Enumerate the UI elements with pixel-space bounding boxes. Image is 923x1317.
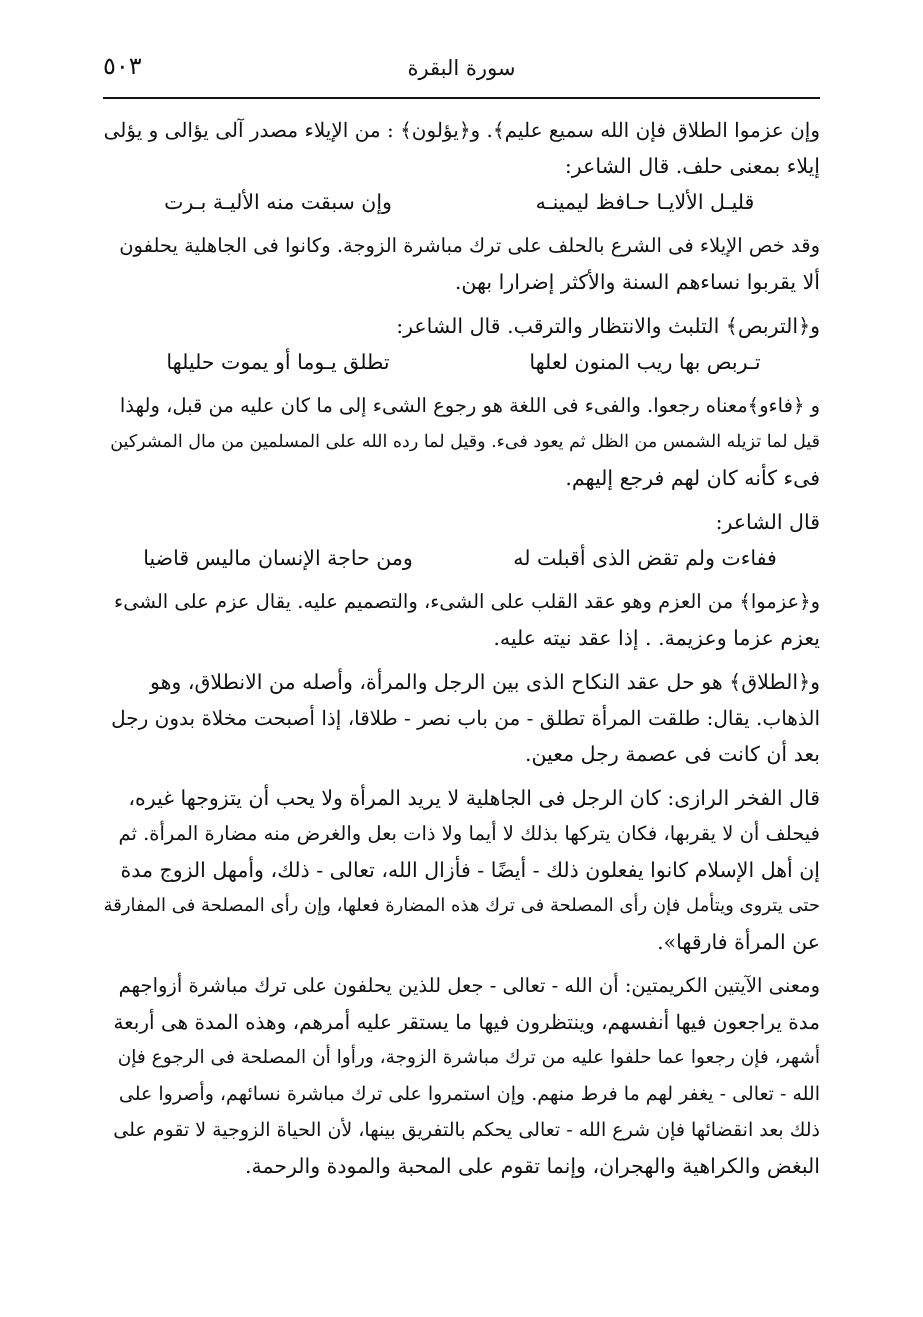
verse-first-hemistich: تـربص بها ريب المنون لعلها — [529, 350, 761, 374]
poetry-verse — [103, 344, 820, 380]
text-line: وإن عزموا الطلاق فإن الله سميع عليم﴾. و﴿يؤلون﴾ : من الإيلاء مصدر آلى يؤالى و يؤلى — [103, 118, 820, 142]
text-line: و﴿الطلاق﴾ هو حل عقد النكاح الذى بين الرجل والمرأة، وأصله من الانطلاق، وهو — [150, 670, 820, 694]
verse-second-hemistich: ومن حاجة الإنسان ماليس قاضيا — [143, 546, 413, 570]
text-line: وقد خص الإيلاء فى الشرع بالحلف على ترك مباشرة الزوجة. وكانوا فى الجاهلية يحلفون — [119, 234, 820, 257]
text-line: قال الشاعر: — [715, 510, 820, 534]
text-line: الذهاب. يقال: طلقت المرأة تطلق - من باب نصر - طلاقا، إذا أصبحت مخلاة بدون رجل — [111, 706, 820, 730]
verse-second-hemistich: وإن سبقت منه الأليـة بـرت — [164, 190, 392, 214]
text-line: إيلاء بمعنى حلف. قال الشاعر: — [564, 154, 820, 178]
text-line: إن أهل الإسلام كانوا يفعلون ذلك - أيضًا - فأزال الله، تعالى - ذلك، وأمهل الزوج مدة — [120, 858, 820, 882]
page-number: ٥٠٣ — [103, 52, 142, 80]
text-line: البغض والكراهية والهجران، وإنما تقوم على المحبة والمودة والرحمة. — [244, 1154, 820, 1178]
text-line: و﴿التربص﴾ التلبث والانتظار والترقب. قال الشاعر: — [396, 314, 820, 338]
text-line: حتى يتروى ويتأمل فإن رأى المصلحة فى ترك هذه المضارة فعلها، وإن رأى المصلحة فى المفارقة — [103, 895, 820, 916]
verse-second-hemistich: تطلق يـوما أو يموت حليلها — [166, 350, 390, 374]
text-line: ذلك بعد انقضائها فإن شرع الله - تعالى يحكم بالتفريق بينها، لأن الحياة الزوجية لا تقوم على — [113, 1119, 820, 1141]
verse-first-hemistich: ففاءت ولم تقض الذى أقبلت له — [513, 546, 777, 570]
page-header — [103, 50, 820, 90]
text-line: الله - تعالى - يغفر لهم ما فرط منهم. وإن استمروا على ترك مباشرة نسائهم، وأصروا على — [118, 1083, 820, 1105]
text-line: أشهر، فإن رجعوا عما حلفوا عليه من ترك مباشرة الزوجة، ورأوا أن المصلحة فى الرجوع فإن — [117, 1047, 820, 1068]
text-line: ألا يقربوا نساءهم السنة والأكثر إضرارا بهن. — [454, 270, 820, 294]
surah-title: سورة البقرة — [407, 56, 516, 80]
text-line: مدة يراجعون فيها أنفسهم، وينتظرون فيها ما يستقر عليه أمرهم، وهذه المدة هى أربعة — [113, 1010, 820, 1034]
verse-first-hemistich: قليـل الألايـا حـافظ ليمينـه — [535, 190, 755, 214]
text-line: و﴿عزموا﴾ من العزم وهو عقد القلب على الشىء، والتصميم عليه. يقال عزم على الشىء — [114, 590, 820, 613]
text-line: ومعنى الآيتين الكريمتين: أن الله - تعالى - جعل للذين يحلفون على ترك مباشرة أزواجهم — [118, 974, 820, 997]
poetry-verse — [103, 540, 820, 576]
poetry-verse — [103, 184, 820, 220]
text-line: و ﴿فاءو﴾معناه رجعوا. والفىء فى اللغة هو رجوع الشىء إلى ما كان عليه من قبل، ولهذا — [119, 394, 820, 417]
text-line: فيحلف أن لا يقربها، فكان يتركها بذلك لا أيما ولا ذات بعل والغرض منه مضارة المرأة. ثم — [118, 822, 820, 845]
header-rule — [103, 97, 820, 99]
page-body — [103, 112, 820, 1184]
text-line: فىء كأنه كان لهم فرجع إليهم. — [565, 466, 820, 490]
text-line: بعد أن كانت فى عصمة رجل معين. — [524, 742, 820, 766]
text-line: قال الفخر الرازى: كان الرجل فى الجاهلية لا يريد المرأة ولا يحب أن يتزوجها غيره، — [128, 786, 820, 810]
text-line: عن المرأة فارقها». — [657, 930, 820, 954]
text-line: يعزم عزما وعزيمة. . إذا عقد نيته عليه. — [493, 626, 820, 650]
text-line: قيل لما تزيله الشمس من الظل ثم يعود فىء. وقيل لما رده الله على المسلمين من مال المشركين — [110, 432, 820, 452]
